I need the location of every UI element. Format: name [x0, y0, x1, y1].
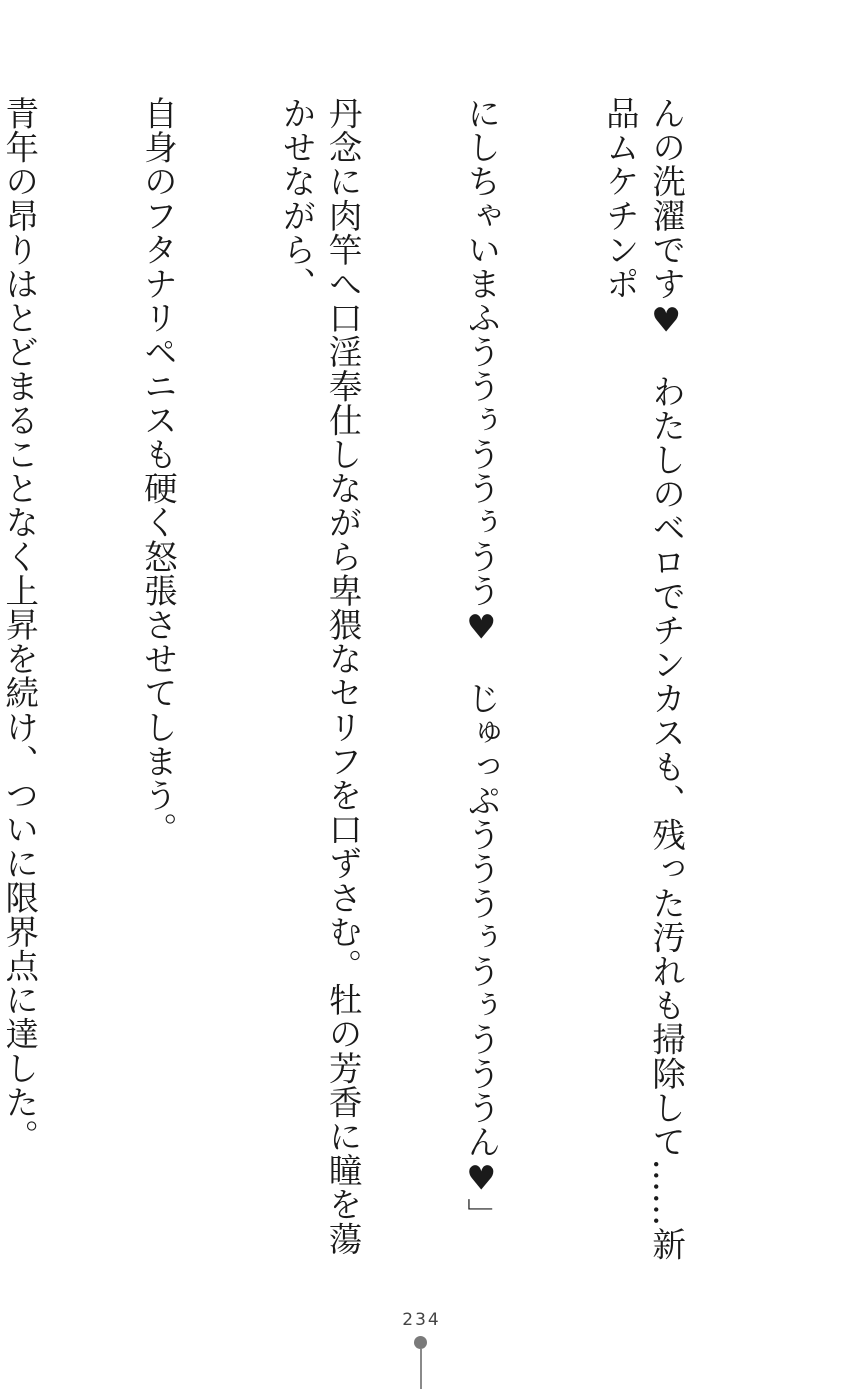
page-footer — [0, 1310, 843, 1378]
page-marker-dot — [414, 1336, 427, 1349]
text-line: 丹念に肉竿へ口淫奉仕しながら卑猥なセリフを口ずさむ。牡の芳香に瞳を蕩かせながら、 — [276, 96, 363, 1256]
page-marker-rule — [420, 1349, 422, 1389]
text-line: んの洗濯です♥ わたしのベロでチンカスも、残った汚れも掃除して……新品ムケチンポ — [600, 96, 686, 1261]
text-line: 青年の昂りはとどまることなく上昇を続け、ついに限界点に達した。 — [0, 96, 39, 1154]
text-line: にしちゃいまふううぅううぅうう♥ じゅっぷうううぅうぅうううん♥」 — [461, 96, 501, 1233]
text-line: 自身のフタナリペニスも硬く怒張させてしまう。 — [138, 96, 178, 847]
vertical-text-body — [0, 96, 781, 1281]
page-number: 234 — [402, 1310, 441, 1330]
